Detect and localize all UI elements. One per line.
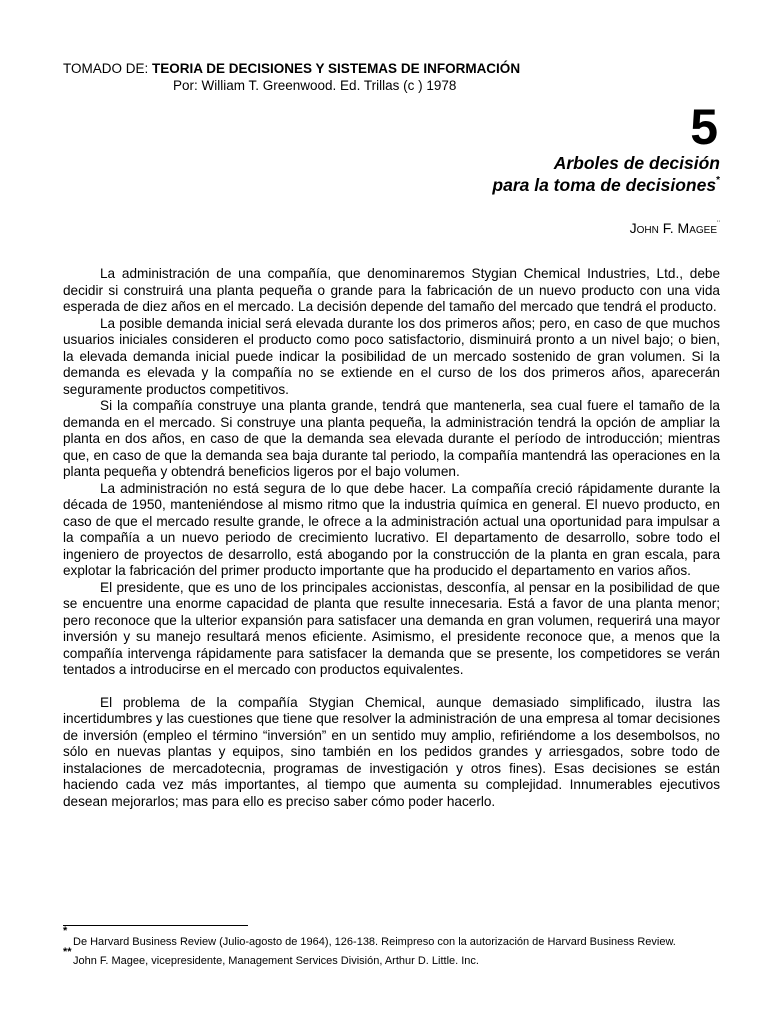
paragraph: Si la compañía construye una planta grande, tendrá que mantenerla, sea cual fuere el tamaño de la demanda en el mercado. Si construye una planta pequeña, la administración tendrá la opción de ampliar la planta en dos años, en caso de que la demanda sea elevada durante el período de introducción; mientras que, en caso de que la demanda sea baja durante tal periodo, la compañía mantendrá las operaciones en la planta pequeña y obtendrá beneficios ligeros por el bajo volumen. — [63, 398, 720, 479]
chapter-title-line-2: para la toma de decisiones — [492, 175, 717, 195]
footnote-mark: * — [63, 925, 68, 937]
chapter-title-footnote-mark: * — [716, 175, 720, 186]
footnote-divider — [63, 925, 248, 926]
footnote-text: De Harvard Business Review (Julio-agosto de 1964), 126-138. Reimpreso con la autorización de Harvard Business Review. — [73, 936, 676, 948]
chapter-title-line-1: Arboles de decisión — [553, 153, 720, 173]
paragraph: El problema de la compañía Stygian Chemical, aunque demasiado simplificado, ilustra las incertidumbres y las cuestiones que tiene que resolver la administración de una empresa al tomar decisiones de inversión (empleo el término “inversión” en un sentido muy amplio, refiriéndome a los desembolsos, no sólo en nuevas plantas y equipos, sino también en los pedidos grandes y arriesgados, sobre todo de instalaciones de mercadotecnia, programas de investigación y otros fines). Esas decisiones se están haciendo cada vez más importantes, al tiempo que aumenta su complejidad. Innumerables ejecutivos desean mejorarlos; mas para ello es preciso saber cómo poder hacerlo. — [63, 694, 720, 809]
author-name: John F. Magee — [629, 220, 717, 236]
article-author — [630, 219, 720, 237]
paragraph: La administración de una compañía, que denominaremos Stygian Chemical Industries, Ltd., debe decidir si construirá una planta pequeña o grande para la fabricación de un nuevo producto con una vida esperada de diez años en el mercado. La decisión depende del tamaño del mercado que tendrá el producto. — [63, 266, 720, 314]
paragraph: La posible demanda inicial será elevada durante los dos primeros años; pero, en caso de que muchos usuarios iniciales consideren el producto como poco satisfactorio, disminuirá pronto a un nivel bajo; o bien, la elevada demanda inicial puede indicar la posibilidad de un mercado sostenido de gran volumen. Si la demanda es elevada y la compañía no se extiende en el curso de los dos primeros años, aparecerán seguramente productos competitivos. — [63, 315, 720, 397]
source-author: Por: William T. Greenwood. Ed. Trillas (c ) 1978 — [173, 78, 457, 93]
source-prefix: TOMADO DE: — [63, 61, 153, 76]
chapter-title — [492, 152, 720, 196]
footnotes — [63, 925, 720, 968]
source-book-title: TEORIA DE DECISIONES Y SISTEMAS DE INFORMACIÓN — [152, 61, 521, 76]
paragraph: El presidente, que es uno de los principales accionistas, desconfía, al pensar en la posibilidad de que se encuentre una enorme capacidad de planta que resulte innecesaria. Está a favor de una planta menor; pero reconoce que la ulterior expansión para satisfacer una demanda en gran volumen, requerirá una mayor inversión y su manejo resultará menos eficiente. Asimismo, el presidente reconoce que, a menos que la compañía intervenga rápidamente para satisfacer la demanda que se presente, los competidores se verán tentados a introducirse en el mercado con productos equivalentes. — [63, 579, 720, 677]
paragraph: La administración no está segura de lo que debe hacer. La compañía creció rápidamente durante la década de 1950, manteniéndose al mismo ritmo que la industria química en general. El nuevo producto, en caso de que el mercado resulte grande, le ofrece a la administración actual una oportunidad para impulsar a la compañía a un nuevo periodo de crecimiento lucrativo. El departamento de desarrollo, sobre todo el ingeniero de proyectos de desarrollo, está abogando por la construcción de la planta en gran escala, para explotar la fabricación del primer producto importante que ha producido el departamento en varios años. — [63, 480, 720, 578]
footnote — [63, 946, 720, 968]
chapter-number: 5 — [690, 99, 718, 155]
article-body — [63, 266, 720, 810]
author-footnote-mark: ¨ — [717, 219, 720, 229]
footnote — [63, 925, 720, 949]
footnote-mark: ** — [63, 946, 72, 958]
source-citation — [63, 60, 520, 77]
footnote-text: John F. Magee, vicepresidente, Management Services División, Arthur D. Little. Inc. — [73, 955, 479, 967]
